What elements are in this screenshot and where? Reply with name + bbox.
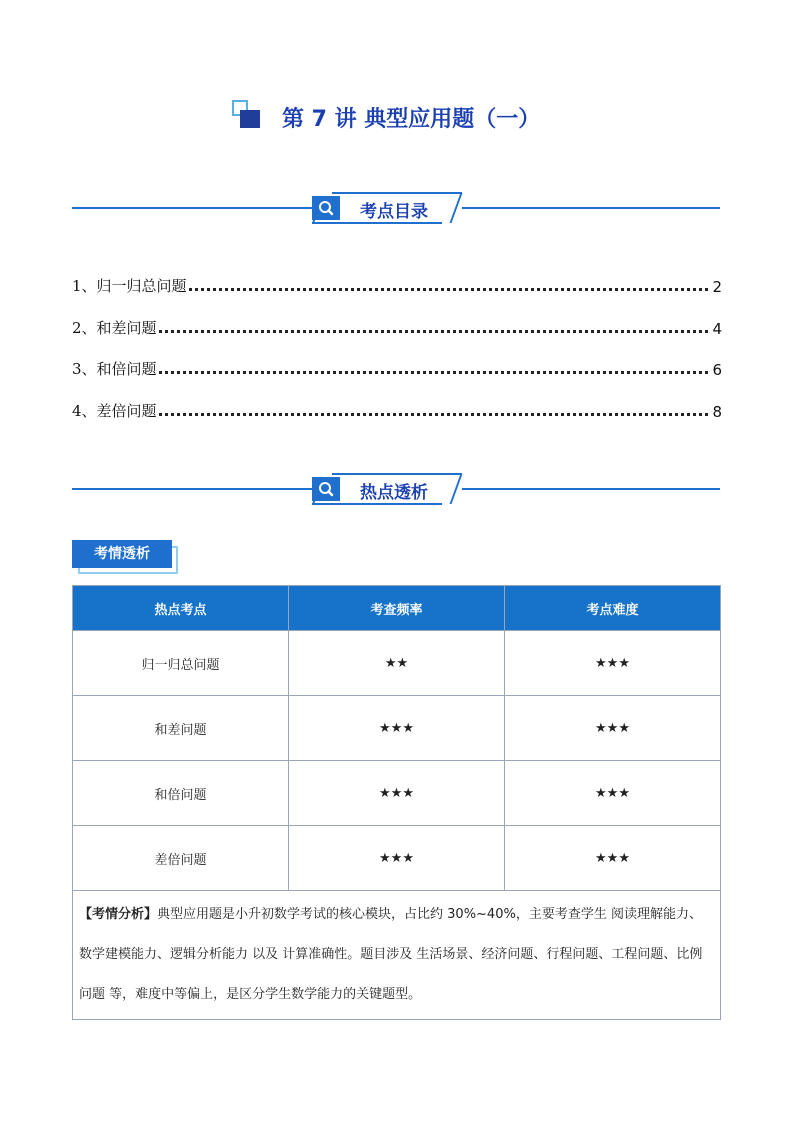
- table-header-row: [73, 586, 721, 631]
- stats-table: [72, 585, 721, 1020]
- table-cell: ★★★: [289, 696, 505, 761]
- table-cell: ★★★: [289, 761, 505, 826]
- toc-item[interactable]: 4、差倍问题 8: [72, 402, 722, 421]
- section-header-hot: [72, 472, 720, 516]
- page-title-area: [0, 98, 794, 138]
- toc-item[interactable]: 3、和倍问题 6: [72, 360, 722, 379]
- table-cell: 和差问题: [73, 696, 289, 761]
- table-cell: ★★★: [505, 696, 721, 761]
- search-icon: [312, 477, 340, 501]
- table-cell: ★★★: [505, 631, 721, 696]
- toc-item[interactable]: 1、归一归总问题 2: [72, 277, 722, 296]
- analysis-row: [73, 891, 721, 1020]
- table-cell: ★★★: [289, 826, 505, 891]
- table-cell: ★★★: [505, 761, 721, 826]
- square-icon: [232, 100, 262, 130]
- analysis-tag: 【考情分析】: [79, 907, 158, 922]
- table-row: [73, 761, 721, 826]
- table-header-cell: 考查频率: [289, 586, 505, 631]
- analysis-text: 典型应用题是小升初数学考试的核心模块，占比约 30%~40%，主要考查学生 阅读理解能力、数学建模能力、逻辑分析能力 以及 计算准确性。题目涉及 生活场景、经济问题、行程问题、工程问题、比例问题 等，难度中等偏上，是区分学生数学能力的关键题型。: [79, 907, 703, 1002]
- table-cell: ★★★: [505, 826, 721, 891]
- section-header-toc: [72, 191, 720, 235]
- section-title-hot: 热点透析: [360, 483, 428, 503]
- search-icon: [312, 196, 340, 220]
- table-cell: 差倍问题: [73, 826, 289, 891]
- table-cell: 和倍问题: [73, 761, 289, 826]
- table-row: [73, 631, 721, 696]
- table-header-cell: 考点难度: [505, 586, 721, 631]
- analysis-badge: 考情透析: [72, 540, 180, 576]
- analysis-cell: [73, 891, 721, 1020]
- section-title-toc: 考点目录: [360, 202, 428, 222]
- table-header-cell: 热点考点: [73, 586, 289, 631]
- table-cell: ★★: [289, 631, 505, 696]
- table-row: [73, 696, 721, 761]
- page-title: 第 7 讲 典型应用题（一）: [282, 107, 541, 132]
- toc-item[interactable]: 2、和差问题 4: [72, 319, 722, 338]
- table-cell: 归一归总问题: [73, 631, 289, 696]
- table-row: [73, 826, 721, 891]
